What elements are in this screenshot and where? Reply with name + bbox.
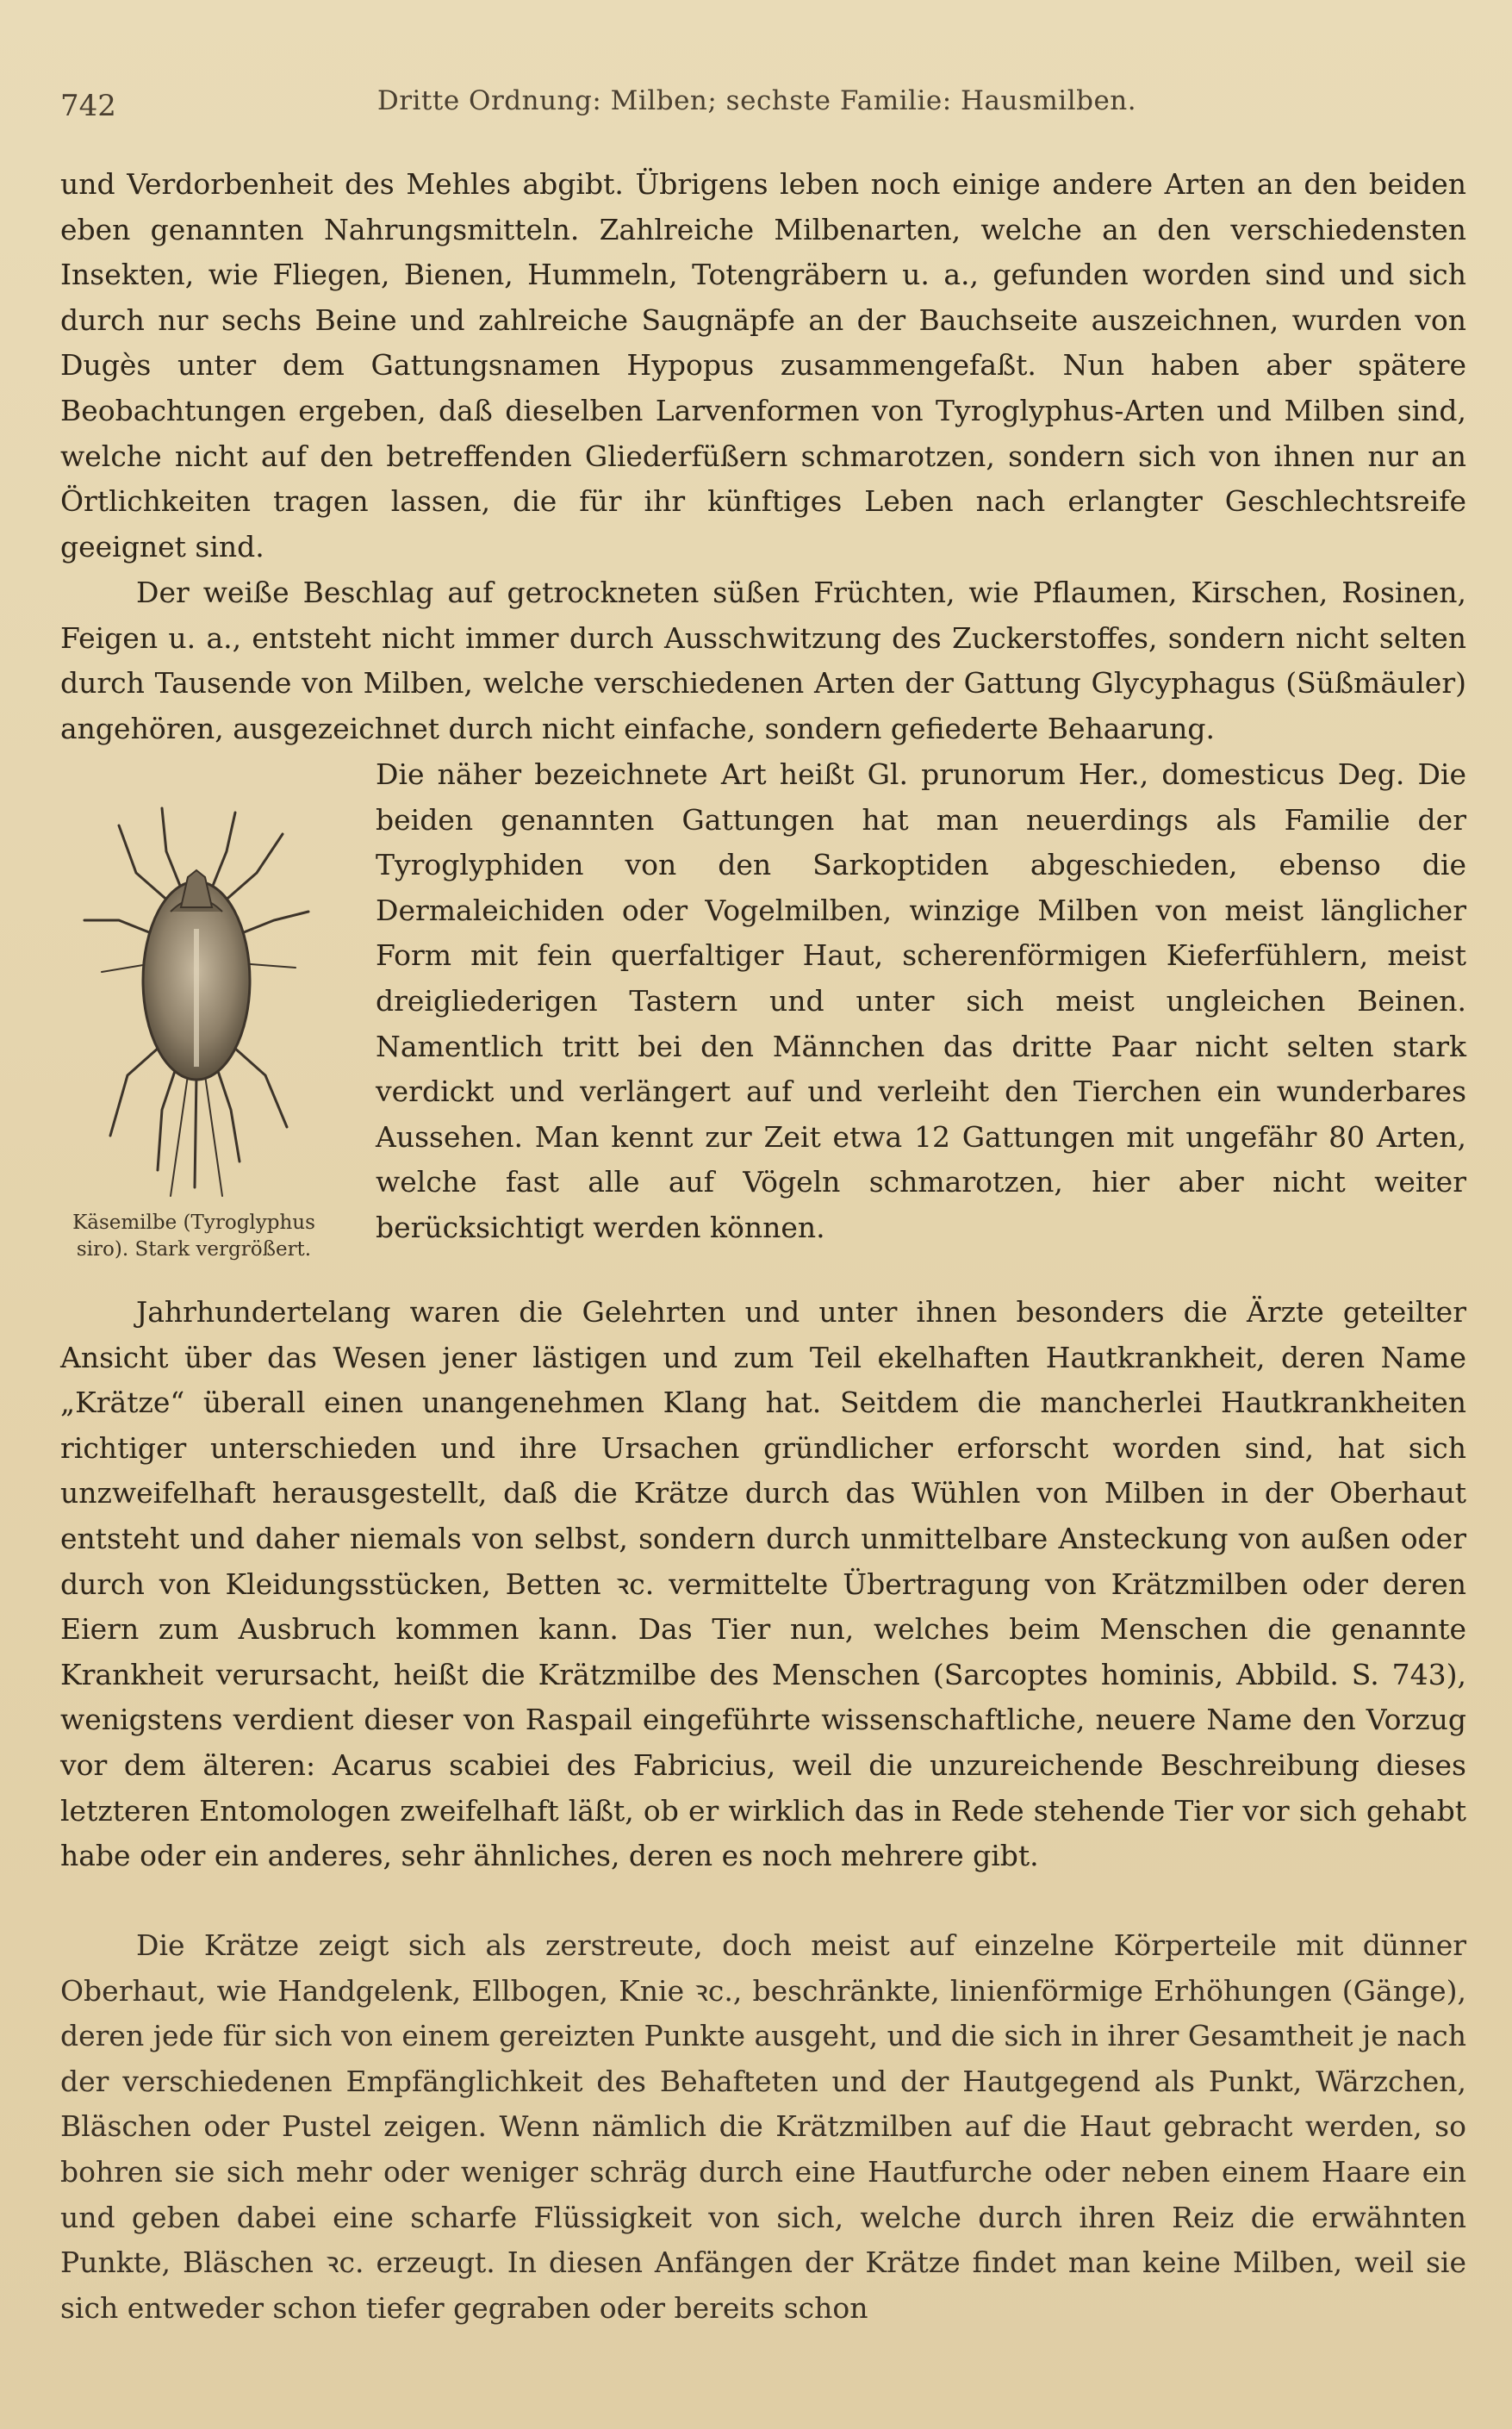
running-title: Dritte Ordnung: Milben; sechste Familie: Hausmilben. <box>376 85 1137 116</box>
page-header <box>60 82 1453 125</box>
mite-illustration <box>67 791 326 1205</box>
paragraph-hypopus <box>60 162 1466 570</box>
figure-caption: Käsemilbe (Tyroglyphus siro). Stark vergrößert. <box>72 1211 315 1261</box>
paragraph-text: Die Krätze zeigt sich als zerstreute, doch meist auf einzelne Körperteile mit dünner Oberhaut, wie Handgelenk, Ellbogen, Knie ꝛc., beschränkte, linienförmige Erhöhungen (Gänge), deren jede für sich von einem gereizten Punkte ausgeht, und die sich in ihrer Gesamtheit je nach der verschiedenen Empfänglichkeit des Behafteten und der Hautgegend als Punkt, Wärzchen, Bläschen oder Pustel zeigen. Wenn nämlich die Krätzmilben auf die Haut gebracht werden, so bohren sie sich mehr oder weniger schräg durch eine Hautfurche oder neben einem Haare ein und geben dabei eine scharfe Flüssigkeit von sich, welche durch ihren Reiz die erwähnten Punkte, Bläschen ꝛc. erzeugt. In diesen Anfängen der Krätze findet man keine Milben, weil sie sich entweder schon tiefer gegraben oder bereits schon <box>60 1928 1466 2325</box>
paragraph-glycyphagus <box>60 570 1466 751</box>
paragraph-text: und Verdorbenheit des Mehles abgibt. Übrigens leben noch einige andere Arten an den beiden eben genannten Nahrungsmitteln. Zahlreiche Milbenarten, welche an den verschiedensten Insekten, wie Fliegen, Bienen, Hummeln, Totengräbern u. a., gefunden worden sind und sich durch nur sechs Beine und zahlreiche Saugnäpfe an der Bauchseite auszeichnen, wurden von Dugès unter dem Gattungsnamen Hypopus zusammengefaßt. Nun haben aber spätere Beobachtungen ergeben, daß dieselben Larvenformen von Tyroglyphus-Arten und Milben sind, welche nicht auf den betreffenden Gliederfüßern schmarotzen, sondern sich von ihnen nur an Örtlichkeiten tragen lassen, die für ihr künftiges Leben nach erlangter Geschlechtsreife geeignet sind. <box>60 167 1466 564</box>
paragraph-kraetze-history <box>60 1290 1466 1879</box>
paragraph-text: Jahrhundertelang waren die Gelehrten und unter ihnen besonders die Ärzte geteilter Ansicht über das Wesen jener lästigen und zum Teil ekelhaften Hautkrankheit, deren Name „Krätze“ überall einen unangenehmen Klang hat. Seitdem die mancherlei Hautkrankheiten richtiger unterschieden und ihre Ursachen gründlicher erforscht worden sind, hat sich unzweifelhaft herausgestellt, daß die Krätze durch das Wühlen von Milben in der Oberhaut entsteht und daher niemals von selbst, sondern durch unmittelbare Ansteckung von außen oder durch von Kleidungsstücken, Betten ꝛc. vermittelte Übertragung von Krätzmilben oder deren Eiern zum Ausbruch kommen kann. Das Tier nun, welches beim Menschen die genannte Krankheit verursacht, heißt die Krätzmilbe des Menschen (Sarcoptes hominis, Abbild. S. 743), wenigstens verdient dieser von Raspail eingeführte wissenschaftliche, neuere Name den Vorzug vor dem älteren: Acarus scabiei des Fabricius, weil die unzureichende Beschreibung dieses letzteren Entomologen zweifelhaft läßt, ob er wirklich das in Rede stehende Tier vor sich gehabt habe oder ein anderes, sehr ähnliches, deren es noch mehrere gibt. <box>60 1295 1466 1873</box>
paragraph-wrapped-beside-figure <box>376 752 1466 1251</box>
paragraph-kraetze-symptoms <box>60 1923 1466 2331</box>
figure-cheese-mite <box>60 791 345 1263</box>
page-number: 742 <box>60 89 116 123</box>
paragraph-text: Die näher bezeichnete Art heißt Gl. prunorum Her., domesticus Deg. Die beiden genannten Gattungen hat man neuerdings als Familie der Tyroglyphiden von den Sarkoptiden abgeschieden, ebenso die Dermaleichiden oder Vogelmilben, winzige Milben von meist länglicher Form mit fein querfaltiger Haut, scherenförmigen Kieferfühlern, meist dreigliederigen Tastern und unter sich meist ungleichen Beinen. Namentlich tritt bei den Männchen das dritte Paar nicht selten stark verdickt und verlängert auf und verleiht den Tierchen ein wunderbares Aussehen. Man kennt zur Zeit etwa 12 Gattungen mit ungefähr 80 Arten, welche fast alle auf Vögeln schmarotzen, hier aber nicht weiter berücksichtigt werden können. <box>376 757 1466 1244</box>
paragraph-text: Der weiße Beschlag auf getrockneten süßen Früchten, wie Pflaumen, Kirschen, Rosinen, Feigen u. a., entsteht nicht immer durch Ausschwitzung des Zuckerstoffes, sondern nicht selten durch Tausende von Milben, welche verschiedenen Arten der Gattung Glycyphagus (Süßmäuler) angehören, ausgezeichnet durch nicht einfache, sondern gefiederte Behaarung. <box>60 576 1466 745</box>
